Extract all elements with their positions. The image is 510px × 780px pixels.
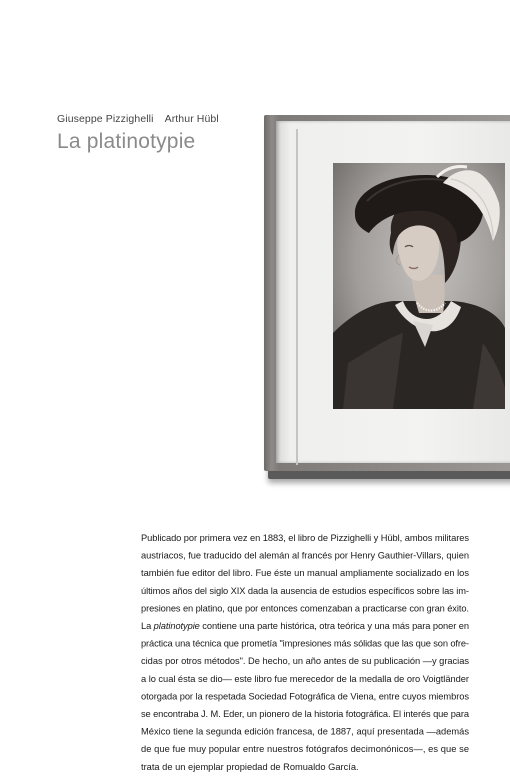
body-line xyxy=(141,533,469,543)
author-name: Giuseppe Pizzighelli xyxy=(57,113,154,125)
body-line xyxy=(141,603,469,613)
author-name: Arthur Hübl xyxy=(164,113,219,125)
body-line xyxy=(141,691,469,701)
body-line xyxy=(141,762,359,772)
body-text-run: presiones en platino, que por entonces comenzaban a practicarse con gran éxito. xyxy=(141,603,469,614)
body-line xyxy=(141,727,469,737)
body-text-run: de que fue muy popular entre nuestros fotógrafos decimonónicos—, es que se xyxy=(141,744,469,755)
body-text-run: a lo cual ésta se dio— este libro fue merecedor de la medalla de oro Voigtländer xyxy=(141,673,469,684)
body-text-run: se encontraba J. M. Eder, un pionero de la historia fotográfica. El interés que para xyxy=(141,709,469,719)
body-text-run: Publicado por primera vez en 1883, el libro de Pizzighelli y Hübl, ambos militares xyxy=(141,533,469,543)
body-line xyxy=(141,639,469,649)
body-line xyxy=(141,568,469,578)
body-text-run: otorgada por la respetada Sociedad Fotográfica de Viena, entre cuyos miembros xyxy=(141,691,469,702)
body-text-run: México tiene la segunda edición francesa, de 1887, aquí presentada —además xyxy=(141,726,469,737)
body-text-run: trata de un ejemplar propiedad de Romualdo García. xyxy=(141,761,359,772)
body-line xyxy=(141,709,470,719)
body-text-run: cidas por otros métodos". De hecho, un año antes de su publicación —y gracias xyxy=(141,656,469,667)
body-text-run: contiene una parte histórica, otra teórica y una más para poner en xyxy=(199,621,469,631)
body-line xyxy=(141,621,469,631)
body-text-run: práctica una técnica que prometía "impresiones más sólidas que las que son ofre- xyxy=(141,638,469,649)
body-text-run: austriacos, fue traducido del alemán al francés por Henry Gauthier-Villars, quien xyxy=(141,550,469,561)
body-line xyxy=(141,586,469,596)
page-title: La platinotypie xyxy=(57,130,196,153)
body-text-run: La xyxy=(141,621,154,631)
body-text-run: últimos años del siglo XIX dada la ausencia de estudios específicos sobre las im- xyxy=(141,585,469,596)
body-line xyxy=(141,744,469,754)
body-line xyxy=(141,674,469,684)
body-line xyxy=(141,656,469,666)
italic-title: platinotypie xyxy=(153,621,200,631)
body-line xyxy=(141,551,469,561)
body-text-run: también fue editor del libro. Fue éste un manual ampliamente socializado en los xyxy=(141,568,469,579)
